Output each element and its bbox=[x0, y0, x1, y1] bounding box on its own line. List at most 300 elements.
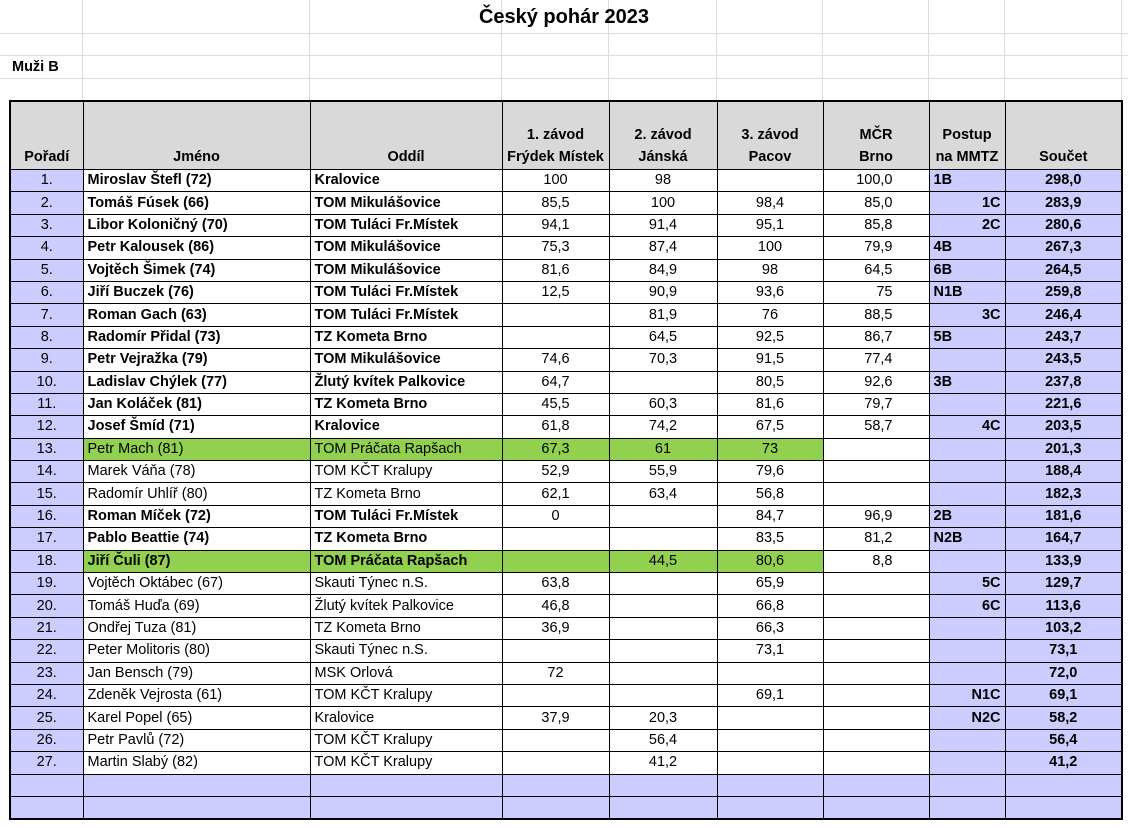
race-1-cell[interactable] bbox=[502, 729, 609, 751]
club-cell[interactable]: TOM KČT Kralupy bbox=[310, 684, 502, 706]
club-cell[interactable]: TOM KČT Kralupy bbox=[310, 461, 502, 483]
postup-cell[interactable]: 1B bbox=[929, 170, 1005, 192]
race-3-cell[interactable]: 98,4 bbox=[717, 192, 823, 214]
name-cell[interactable]: Zdeněk Vejrosta (61) bbox=[83, 684, 310, 706]
results-table bbox=[9, 100, 1123, 820]
club-cell[interactable]: Žlutý kvítek Palkovice bbox=[310, 595, 502, 617]
mcr-cell[interactable]: 58,7 bbox=[823, 416, 929, 438]
club-cell[interactable]: TOM Práčata Rapšach bbox=[310, 550, 502, 572]
name-cell[interactable]: Marek Váňa (78) bbox=[83, 461, 310, 483]
rank-cell[interactable]: 27. bbox=[10, 752, 83, 774]
mcr-cell[interactable]: 81,2 bbox=[823, 528, 929, 550]
name-cell[interactable]: Peter Molitoris (80) bbox=[83, 640, 310, 662]
header-race-2-place: Jánská bbox=[638, 149, 688, 165]
rank-cell[interactable]: 4. bbox=[10, 237, 83, 259]
name-cell[interactable]: Ondřej Tuza (81) bbox=[83, 617, 310, 639]
race-1-cell[interactable]: 12,5 bbox=[502, 281, 609, 303]
empty-cell[interactable] bbox=[929, 774, 1005, 796]
empty-cell[interactable] bbox=[823, 774, 929, 796]
sum-cell[interactable]: 298,0 bbox=[1005, 170, 1122, 192]
name-cell[interactable]: Karel Popel (65) bbox=[83, 707, 310, 729]
race-1-cell[interactable] bbox=[502, 550, 609, 572]
header-mcr-place: Brno bbox=[859, 149, 893, 165]
race-3-cell[interactable]: 66,8 bbox=[717, 595, 823, 617]
sum-cell[interactable]: 129,7 bbox=[1005, 573, 1122, 595]
mcr-cell[interactable] bbox=[823, 483, 929, 505]
rank-cell[interactable]: 14. bbox=[10, 461, 83, 483]
empty-cell[interactable] bbox=[823, 796, 929, 819]
name-cell[interactable]: Jiří Buczek (76) bbox=[83, 281, 310, 303]
name-cell[interactable]: Radomír Přidal (73) bbox=[83, 326, 310, 348]
race-2-cell[interactable]: 74,2 bbox=[609, 416, 717, 438]
race-2-cell[interactable]: 91,4 bbox=[609, 214, 717, 236]
race-3-cell[interactable]: 98 bbox=[717, 259, 823, 281]
race-1-cell[interactable] bbox=[502, 326, 609, 348]
postup-cell[interactable]: 1C bbox=[929, 192, 1005, 214]
table-row bbox=[10, 438, 1122, 460]
rank-cell[interactable]: 11. bbox=[10, 393, 83, 415]
rank-cell[interactable]: 15. bbox=[10, 483, 83, 505]
club-cell[interactable]: TOM Tuláci Fr.Místek bbox=[310, 281, 502, 303]
rank-cell[interactable]: 5. bbox=[10, 259, 83, 281]
race-1-cell[interactable]: 81,6 bbox=[502, 259, 609, 281]
rank-cell[interactable]: 10. bbox=[10, 371, 83, 393]
sum-cell[interactable]: 267,3 bbox=[1005, 237, 1122, 259]
race-2-cell[interactable] bbox=[609, 640, 717, 662]
sum-cell[interactable]: 246,4 bbox=[1005, 304, 1122, 326]
sum-cell[interactable]: 164,7 bbox=[1005, 528, 1122, 550]
race-3-cell[interactable] bbox=[717, 170, 823, 192]
name-cell[interactable]: Radomír Uhlíř (80) bbox=[83, 483, 310, 505]
rank-cell[interactable]: 18. bbox=[10, 550, 83, 572]
rank-cell[interactable]: 1. bbox=[10, 170, 83, 192]
header-race-2-label: 2. závod bbox=[634, 127, 692, 143]
race-3-cell[interactable]: 73,1 bbox=[717, 640, 823, 662]
empty-cell[interactable] bbox=[83, 774, 310, 796]
postup-cell[interactable] bbox=[929, 729, 1005, 751]
race-2-cell[interactable]: 100 bbox=[609, 192, 717, 214]
postup-cell[interactable]: 6C bbox=[929, 595, 1005, 617]
mcr-cell[interactable] bbox=[823, 729, 929, 751]
header-name[interactable]: Jméno bbox=[83, 101, 310, 170]
sum-cell[interactable]: 113,6 bbox=[1005, 595, 1122, 617]
mcr-cell[interactable] bbox=[823, 573, 929, 595]
postup-cell[interactable]: N2B bbox=[929, 528, 1005, 550]
sheet-title: Český pohár 2023 bbox=[478, 6, 650, 28]
empty-cell[interactable] bbox=[609, 774, 717, 796]
table-row bbox=[10, 237, 1122, 259]
name-cell[interactable]: Vojtěch Šimek (74) bbox=[83, 259, 310, 281]
mcr-cell[interactable]: 77,4 bbox=[823, 349, 929, 371]
race-3-cell[interactable] bbox=[717, 662, 823, 684]
empty-cell[interactable] bbox=[310, 774, 502, 796]
race-1-cell[interactable]: 63,8 bbox=[502, 573, 609, 595]
race-2-cell[interactable]: 98 bbox=[609, 170, 717, 192]
race-1-cell[interactable]: 45,5 bbox=[502, 393, 609, 415]
header-postup-sub: na MMTZ bbox=[935, 149, 999, 165]
race-2-cell[interactable]: 64,5 bbox=[609, 326, 717, 348]
mcr-cell[interactable] bbox=[823, 595, 929, 617]
empty-cell[interactable] bbox=[10, 796, 83, 819]
race-2-cell[interactable]: 90,9 bbox=[609, 281, 717, 303]
sum-cell[interactable]: 56,4 bbox=[1005, 729, 1122, 751]
postup-cell[interactable]: 4B bbox=[929, 237, 1005, 259]
race-2-cell[interactable] bbox=[609, 684, 717, 706]
race-2-cell[interactable] bbox=[609, 595, 717, 617]
race-1-cell[interactable] bbox=[502, 528, 609, 550]
rank-cell[interactable]: 23. bbox=[10, 662, 83, 684]
race-1-cell[interactable]: 67,3 bbox=[502, 438, 609, 460]
table-row bbox=[10, 371, 1122, 393]
club-cell[interactable]: Skauti Týnec n.S. bbox=[310, 573, 502, 595]
table-row bbox=[10, 684, 1122, 706]
mcr-cell[interactable]: 8,8 bbox=[823, 550, 929, 572]
postup-cell[interactable] bbox=[929, 662, 1005, 684]
table-row bbox=[10, 259, 1122, 281]
race-1-cell[interactable] bbox=[502, 304, 609, 326]
empty-cell[interactable] bbox=[929, 796, 1005, 819]
name-cell[interactable]: Libor Koloničný (70) bbox=[83, 214, 310, 236]
race-2-cell[interactable]: 61 bbox=[609, 438, 717, 460]
rank-cell[interactable]: 19. bbox=[10, 573, 83, 595]
name-cell[interactable]: Martin Slabý (82) bbox=[83, 752, 310, 774]
race-3-cell[interactable]: 56,8 bbox=[717, 483, 823, 505]
race-2-cell[interactable]: 60,3 bbox=[609, 393, 717, 415]
empty-cell[interactable] bbox=[83, 796, 310, 819]
table-row bbox=[10, 214, 1122, 236]
race-3-cell[interactable] bbox=[717, 729, 823, 751]
race-3-cell[interactable]: 95,1 bbox=[717, 214, 823, 236]
mcr-cell[interactable]: 75 bbox=[823, 281, 929, 303]
race-3-cell[interactable]: 76 bbox=[717, 304, 823, 326]
mcr-cell[interactable]: 85,8 bbox=[823, 214, 929, 236]
race-1-cell[interactable]: 100 bbox=[502, 170, 609, 192]
race-1-cell[interactable]: 0 bbox=[502, 505, 609, 527]
race-2-cell[interactable]: 63,4 bbox=[609, 483, 717, 505]
race-1-cell[interactable]: 52,9 bbox=[502, 461, 609, 483]
category-label: Muži B bbox=[12, 59, 59, 75]
header-postup[interactable] bbox=[929, 101, 1005, 170]
empty-cell[interactable] bbox=[717, 774, 823, 796]
race-2-cell[interactable] bbox=[609, 662, 717, 684]
race-3-cell[interactable]: 67,5 bbox=[717, 416, 823, 438]
race-1-cell[interactable]: 72 bbox=[502, 662, 609, 684]
race-3-cell[interactable]: 81,6 bbox=[717, 393, 823, 415]
rank-cell[interactable]: 25. bbox=[10, 707, 83, 729]
sum-cell[interactable]: 73,1 bbox=[1005, 640, 1122, 662]
rank-cell[interactable]: 8. bbox=[10, 326, 83, 348]
race-1-cell[interactable] bbox=[502, 684, 609, 706]
club-cell[interactable]: TOM Mikulášovice bbox=[310, 349, 502, 371]
mcr-cell[interactable]: 64,5 bbox=[823, 259, 929, 281]
table-row bbox=[10, 505, 1122, 527]
mcr-cell[interactable] bbox=[823, 617, 929, 639]
race-2-cell[interactable]: 87,4 bbox=[609, 237, 717, 259]
name-cell[interactable]: Roman Míček (72) bbox=[83, 505, 310, 527]
mcr-cell[interactable] bbox=[823, 662, 929, 684]
name-cell[interactable]: Vojtěch Oktábec (67) bbox=[83, 573, 310, 595]
mcr-cell[interactable] bbox=[823, 707, 929, 729]
empty-cell[interactable] bbox=[1005, 796, 1122, 819]
sum-cell[interactable]: 201,3 bbox=[1005, 438, 1122, 460]
postup-cell[interactable]: 6B bbox=[929, 259, 1005, 281]
race-1-cell[interactable]: 61,8 bbox=[502, 416, 609, 438]
race-2-cell[interactable]: 20,3 bbox=[609, 707, 717, 729]
name-cell[interactable]: Tomáš Huďa (69) bbox=[83, 595, 310, 617]
sum-cell[interactable]: 181,6 bbox=[1005, 505, 1122, 527]
header-club[interactable]: Oddíl bbox=[310, 101, 502, 170]
name-cell[interactable]: Petr Mach (81) bbox=[83, 438, 310, 460]
rank-cell[interactable]: 3. bbox=[10, 214, 83, 236]
race-2-cell[interactable]: 55,9 bbox=[609, 461, 717, 483]
postup-cell[interactable]: N2C bbox=[929, 707, 1005, 729]
empty-cell[interactable] bbox=[502, 796, 609, 819]
club-cell[interactable]: TZ Kometa Brno bbox=[310, 483, 502, 505]
postup-cell[interactable]: 5B bbox=[929, 326, 1005, 348]
race-2-cell[interactable]: 84,9 bbox=[609, 259, 717, 281]
postup-cell[interactable] bbox=[929, 393, 1005, 415]
race-3-cell[interactable]: 93,6 bbox=[717, 281, 823, 303]
race-3-cell[interactable] bbox=[717, 752, 823, 774]
rank-cell[interactable]: 2. bbox=[10, 192, 83, 214]
sum-cell[interactable]: 243,5 bbox=[1005, 349, 1122, 371]
race-3-cell[interactable]: 83,5 bbox=[717, 528, 823, 550]
postup-cell[interactable]: 2C bbox=[929, 214, 1005, 236]
race-2-cell[interactable] bbox=[609, 528, 717, 550]
rank-cell[interactable]: 26. bbox=[10, 729, 83, 751]
header-race-3[interactable] bbox=[717, 101, 823, 170]
race-3-cell[interactable]: 65,9 bbox=[717, 573, 823, 595]
race-1-cell[interactable]: 75,3 bbox=[502, 237, 609, 259]
mcr-cell[interactable]: 86,7 bbox=[823, 326, 929, 348]
name-cell[interactable]: Jan Koláček (81) bbox=[83, 393, 310, 415]
race-1-cell[interactable]: 37,9 bbox=[502, 707, 609, 729]
race-2-cell[interactable]: 56,4 bbox=[609, 729, 717, 751]
race-3-cell[interactable]: 73 bbox=[717, 438, 823, 460]
empty-cell[interactable] bbox=[502, 774, 609, 796]
club-cell[interactable]: Žlutý kvítek Palkovice bbox=[310, 371, 502, 393]
header-sum[interactable]: Součet bbox=[1005, 101, 1122, 170]
postup-cell[interactable] bbox=[929, 550, 1005, 572]
sum-cell[interactable]: 41,2 bbox=[1005, 752, 1122, 774]
postup-cell[interactable] bbox=[929, 483, 1005, 505]
club-cell[interactable]: TZ Kometa Brno bbox=[310, 326, 502, 348]
race-1-cell[interactable]: 36,9 bbox=[502, 617, 609, 639]
header-race-1-label: 1. závod bbox=[526, 127, 585, 143]
race-2-cell[interactable]: 41,2 bbox=[609, 752, 717, 774]
name-cell[interactable]: Petr Vejražka (79) bbox=[83, 349, 310, 371]
sum-cell[interactable]: 72,0 bbox=[1005, 662, 1122, 684]
club-cell[interactable]: TZ Kometa Brno bbox=[310, 393, 502, 415]
empty-cell[interactable] bbox=[1005, 774, 1122, 796]
header-mcr-label: MČR bbox=[859, 127, 893, 143]
name-cell[interactable]: Tomáš Fúsek (66) bbox=[83, 192, 310, 214]
rank-cell[interactable]: 9. bbox=[10, 349, 83, 371]
sum-cell[interactable]: 69,1 bbox=[1005, 684, 1122, 706]
club-cell[interactable]: Kralovice bbox=[310, 707, 502, 729]
postup-cell[interactable] bbox=[929, 617, 1005, 639]
header-race-1-place: Frýdek Místek bbox=[507, 149, 604, 165]
race-2-cell[interactable] bbox=[609, 505, 717, 527]
rank-cell[interactable]: 16. bbox=[10, 505, 83, 527]
race-2-cell[interactable]: 44,5 bbox=[609, 550, 717, 572]
header-row bbox=[10, 101, 1122, 170]
table-row bbox=[10, 281, 1122, 303]
mcr-cell[interactable]: 85,0 bbox=[823, 192, 929, 214]
rank-cell[interactable]: 6. bbox=[10, 281, 83, 303]
club-cell[interactable]: TOM Tuláci Fr.Místek bbox=[310, 214, 502, 236]
name-cell[interactable]: Roman Gach (63) bbox=[83, 304, 310, 326]
race-1-cell[interactable]: 46,8 bbox=[502, 595, 609, 617]
header-race-1[interactable] bbox=[502, 101, 609, 170]
sum-cell[interactable]: 188,4 bbox=[1005, 461, 1122, 483]
race-2-cell[interactable]: 81,9 bbox=[609, 304, 717, 326]
club-cell[interactable]: TOM KČT Kralupy bbox=[310, 752, 502, 774]
header-rank[interactable]: Pořadí bbox=[10, 101, 83, 170]
name-cell[interactable]: Pablo Beattie (74) bbox=[83, 528, 310, 550]
sum-cell[interactable]: 280,6 bbox=[1005, 214, 1122, 236]
name-cell[interactable]: Jiří Čuli (87) bbox=[83, 550, 310, 572]
club-cell[interactable]: TOM KČT Kralupy bbox=[310, 729, 502, 751]
club-cell[interactable]: Skauti Týnec n.S. bbox=[310, 640, 502, 662]
race-2-cell[interactable]: 70,3 bbox=[609, 349, 717, 371]
mcr-cell[interactable] bbox=[823, 438, 929, 460]
rank-cell[interactable]: 13. bbox=[10, 438, 83, 460]
table-row bbox=[10, 304, 1122, 326]
header-mcr[interactable] bbox=[823, 101, 929, 170]
mcr-cell[interactable]: 79,7 bbox=[823, 393, 929, 415]
empty-cell[interactable] bbox=[10, 774, 83, 796]
rank-cell[interactable]: 22. bbox=[10, 640, 83, 662]
sum-cell[interactable]: 58,2 bbox=[1005, 707, 1122, 729]
club-cell[interactable]: TZ Kometa Brno bbox=[310, 617, 502, 639]
club-cell[interactable]: TOM Mikulášovice bbox=[310, 259, 502, 281]
race-3-cell[interactable] bbox=[717, 707, 823, 729]
name-cell[interactable]: Jan Bensch (79) bbox=[83, 662, 310, 684]
sum-cell[interactable]: 182,3 bbox=[1005, 483, 1122, 505]
club-cell[interactable]: TOM Tuláci Fr.Místek bbox=[310, 304, 502, 326]
name-cell[interactable]: Ladislav Chýlek (77) bbox=[83, 371, 310, 393]
sum-cell[interactable]: 103,2 bbox=[1005, 617, 1122, 639]
club-cell[interactable]: TOM Práčata Rapšach bbox=[310, 438, 502, 460]
name-cell[interactable]: Petr Kalousek (86) bbox=[83, 237, 310, 259]
table-row bbox=[10, 550, 1122, 572]
race-3-cell[interactable]: 91,5 bbox=[717, 349, 823, 371]
race-3-cell[interactable]: 84,7 bbox=[717, 505, 823, 527]
race-2-cell[interactable] bbox=[609, 617, 717, 639]
mcr-cell[interactable]: 96,9 bbox=[823, 505, 929, 527]
postup-cell[interactable]: N1C bbox=[929, 684, 1005, 706]
race-2-cell[interactable] bbox=[609, 573, 717, 595]
header-race-3-place: Pacov bbox=[748, 149, 792, 165]
club-cell[interactable]: Kralovice bbox=[310, 416, 502, 438]
table-row bbox=[10, 752, 1122, 774]
race-3-cell[interactable]: 80,5 bbox=[717, 371, 823, 393]
postup-cell[interactable] bbox=[929, 461, 1005, 483]
race-3-cell[interactable]: 69,1 bbox=[717, 684, 823, 706]
empty-cell[interactable] bbox=[609, 796, 717, 819]
club-cell[interactable]: TOM Tuláci Fr.Místek bbox=[310, 505, 502, 527]
rank-cell[interactable]: 12. bbox=[10, 416, 83, 438]
sum-cell[interactable]: 283,9 bbox=[1005, 192, 1122, 214]
name-cell[interactable]: Miroslav Štefl (72) bbox=[83, 170, 310, 192]
mcr-cell[interactable]: 92,6 bbox=[823, 371, 929, 393]
mcr-cell[interactable] bbox=[823, 684, 929, 706]
sum-cell[interactable]: 264,5 bbox=[1005, 259, 1122, 281]
rank-cell[interactable]: 20. bbox=[10, 595, 83, 617]
sum-cell[interactable]: 203,5 bbox=[1005, 416, 1122, 438]
club-cell[interactable]: TOM Mikulášovice bbox=[310, 192, 502, 214]
table-row bbox=[10, 349, 1122, 371]
race-3-cell[interactable]: 100 bbox=[717, 237, 823, 259]
rank-cell[interactable]: 24. bbox=[10, 684, 83, 706]
postup-cell[interactable]: 2B bbox=[929, 505, 1005, 527]
table-row bbox=[10, 326, 1122, 348]
race-1-cell[interactable] bbox=[502, 640, 609, 662]
postup-cell[interactable] bbox=[929, 438, 1005, 460]
postup-cell[interactable] bbox=[929, 752, 1005, 774]
name-cell[interactable]: Josef Šmíd (71) bbox=[83, 416, 310, 438]
rank-cell[interactable]: 21. bbox=[10, 617, 83, 639]
race-1-cell[interactable]: 62,1 bbox=[502, 483, 609, 505]
table-row bbox=[10, 662, 1122, 684]
sum-cell[interactable]: 237,8 bbox=[1005, 371, 1122, 393]
empty-cell[interactable] bbox=[717, 796, 823, 819]
postup-cell[interactable] bbox=[929, 640, 1005, 662]
postup-cell[interactable]: 4C bbox=[929, 416, 1005, 438]
club-cell[interactable]: TOM Mikulášovice bbox=[310, 237, 502, 259]
race-1-cell[interactable]: 94,1 bbox=[502, 214, 609, 236]
club-cell[interactable]: MSK Orlová bbox=[310, 662, 502, 684]
postup-cell[interactable]: 5C bbox=[929, 573, 1005, 595]
table-row bbox=[10, 617, 1122, 639]
header-postup-label: Postup bbox=[942, 127, 992, 143]
sum-cell[interactable]: 221,6 bbox=[1005, 393, 1122, 415]
mcr-cell[interactable] bbox=[823, 461, 929, 483]
postup-cell[interactable]: 3C bbox=[929, 304, 1005, 326]
mcr-cell[interactable]: 88,5 bbox=[823, 304, 929, 326]
header-race-2[interactable] bbox=[609, 101, 717, 170]
table-row bbox=[10, 461, 1122, 483]
race-1-cell[interactable]: 85,5 bbox=[502, 192, 609, 214]
sum-cell[interactable]: 133,9 bbox=[1005, 550, 1122, 572]
race-2-cell[interactable] bbox=[609, 371, 717, 393]
mcr-cell[interactable]: 79,9 bbox=[823, 237, 929, 259]
sum-cell[interactable]: 259,8 bbox=[1005, 281, 1122, 303]
name-cell[interactable]: Petr Pavlů (72) bbox=[83, 729, 310, 751]
mcr-cell[interactable] bbox=[823, 752, 929, 774]
race-3-cell[interactable]: 79,6 bbox=[717, 461, 823, 483]
postup-cell[interactable]: 3B bbox=[929, 371, 1005, 393]
sum-cell[interactable]: 243,7 bbox=[1005, 326, 1122, 348]
club-cell[interactable]: TZ Kometa Brno bbox=[310, 528, 502, 550]
postup-cell[interactable] bbox=[929, 349, 1005, 371]
race-3-cell[interactable]: 80,6 bbox=[717, 550, 823, 572]
rank-cell[interactable]: 7. bbox=[10, 304, 83, 326]
mcr-cell[interactable]: 100,0 bbox=[823, 170, 929, 192]
race-3-cell[interactable]: 66,3 bbox=[717, 617, 823, 639]
race-1-cell[interactable]: 64,7 bbox=[502, 371, 609, 393]
postup-cell[interactable]: N1B bbox=[929, 281, 1005, 303]
club-cell[interactable]: Kralovice bbox=[310, 170, 502, 192]
race-3-cell[interactable]: 92,5 bbox=[717, 326, 823, 348]
mcr-cell[interactable] bbox=[823, 640, 929, 662]
race-1-cell[interactable] bbox=[502, 752, 609, 774]
header-race-3-label: 3. závod bbox=[741, 127, 799, 143]
rank-cell[interactable]: 17. bbox=[10, 528, 83, 550]
race-1-cell[interactable]: 74,6 bbox=[502, 349, 609, 371]
empty-cell[interactable] bbox=[310, 796, 502, 819]
